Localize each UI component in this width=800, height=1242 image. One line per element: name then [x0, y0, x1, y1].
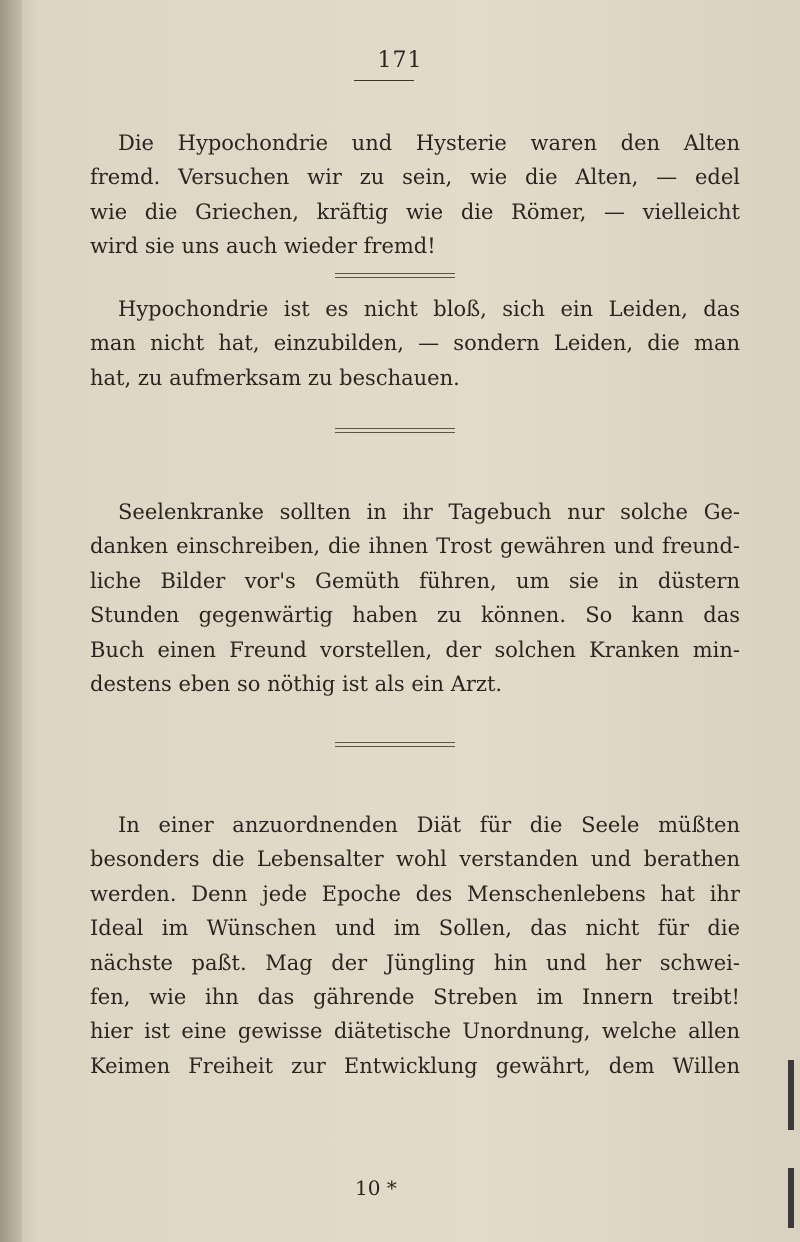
text-line: werden. Denn jede Epoche des Menschenlebens hat ihr — [90, 881, 740, 906]
text-line: In einer anzuordnenden Diät für die Seele müßten — [118, 813, 740, 837]
text-line: hier ist eine gewisse diätetische Unordnung, welche allen — [90, 1019, 740, 1044]
text-line: danken einschreiben, die ihnen Trost gewähren und freund- — [90, 534, 740, 559]
text-line: Seelenkranke sollten in ihr Tagebuch nur solche Ge- — [118, 500, 740, 524]
edge-mark — [788, 1168, 794, 1228]
text-line: Ideal im Wünschen und im Sollen, das nicht für die — [90, 916, 740, 941]
signature-mark: 10 * — [355, 1176, 397, 1200]
text-line: Die Hypochondrie und Hysterie waren den Alten — [118, 131, 740, 155]
paragraph-3 — [90, 495, 740, 701]
text-line: nächste paßt. Mag der Jüngling hin und her schwei- — [90, 950, 740, 975]
paragraph-4 — [90, 808, 740, 1083]
text-line: wird sie uns auch wieder fremd! — [90, 234, 436, 259]
paragraph-2 — [90, 292, 740, 395]
text-line: besonders die Lebensalter wohl verstanden und berathen — [90, 847, 740, 872]
edge-mark — [788, 1060, 794, 1130]
text-line: hat, zu aufmerksam zu beschauen. — [90, 365, 460, 390]
text-line: liche Bilder vor's Gemüth führen, um sie in düstern — [90, 568, 740, 593]
text-line: fen, wie ihn das gährende Streben im Innern treibt! — [90, 984, 740, 1009]
text-line: Buch einen Freund vorstellen, der solchen Kranken min- — [90, 637, 740, 662]
text-line: man nicht hat, einzubilden, — sondern Leiden, die man — [90, 331, 740, 356]
paragraph-1 — [90, 126, 740, 264]
text-line: Hypochondrie ist es nicht bloß, sich ein Leiden, das — [118, 297, 740, 321]
text-line: Stunden gegenwärtig haben zu können. So kann das — [90, 603, 740, 628]
text-line: fremd. Versuchen wir zu sein, wie die Alten, — edel — [90, 165, 740, 190]
page-number: 171 — [377, 48, 423, 73]
page-spine-shadow — [0, 0, 22, 1242]
text-line: wie die Griechen, kräftig wie die Römer, — vielleicht — [90, 199, 740, 224]
text-line: Keimen Freiheit zur Entwicklung gewährt, dem Willen — [90, 1053, 740, 1078]
text-line: destens eben so nöthig ist als ein Arzt. — [90, 671, 503, 696]
page-number-rule — [354, 80, 414, 81]
